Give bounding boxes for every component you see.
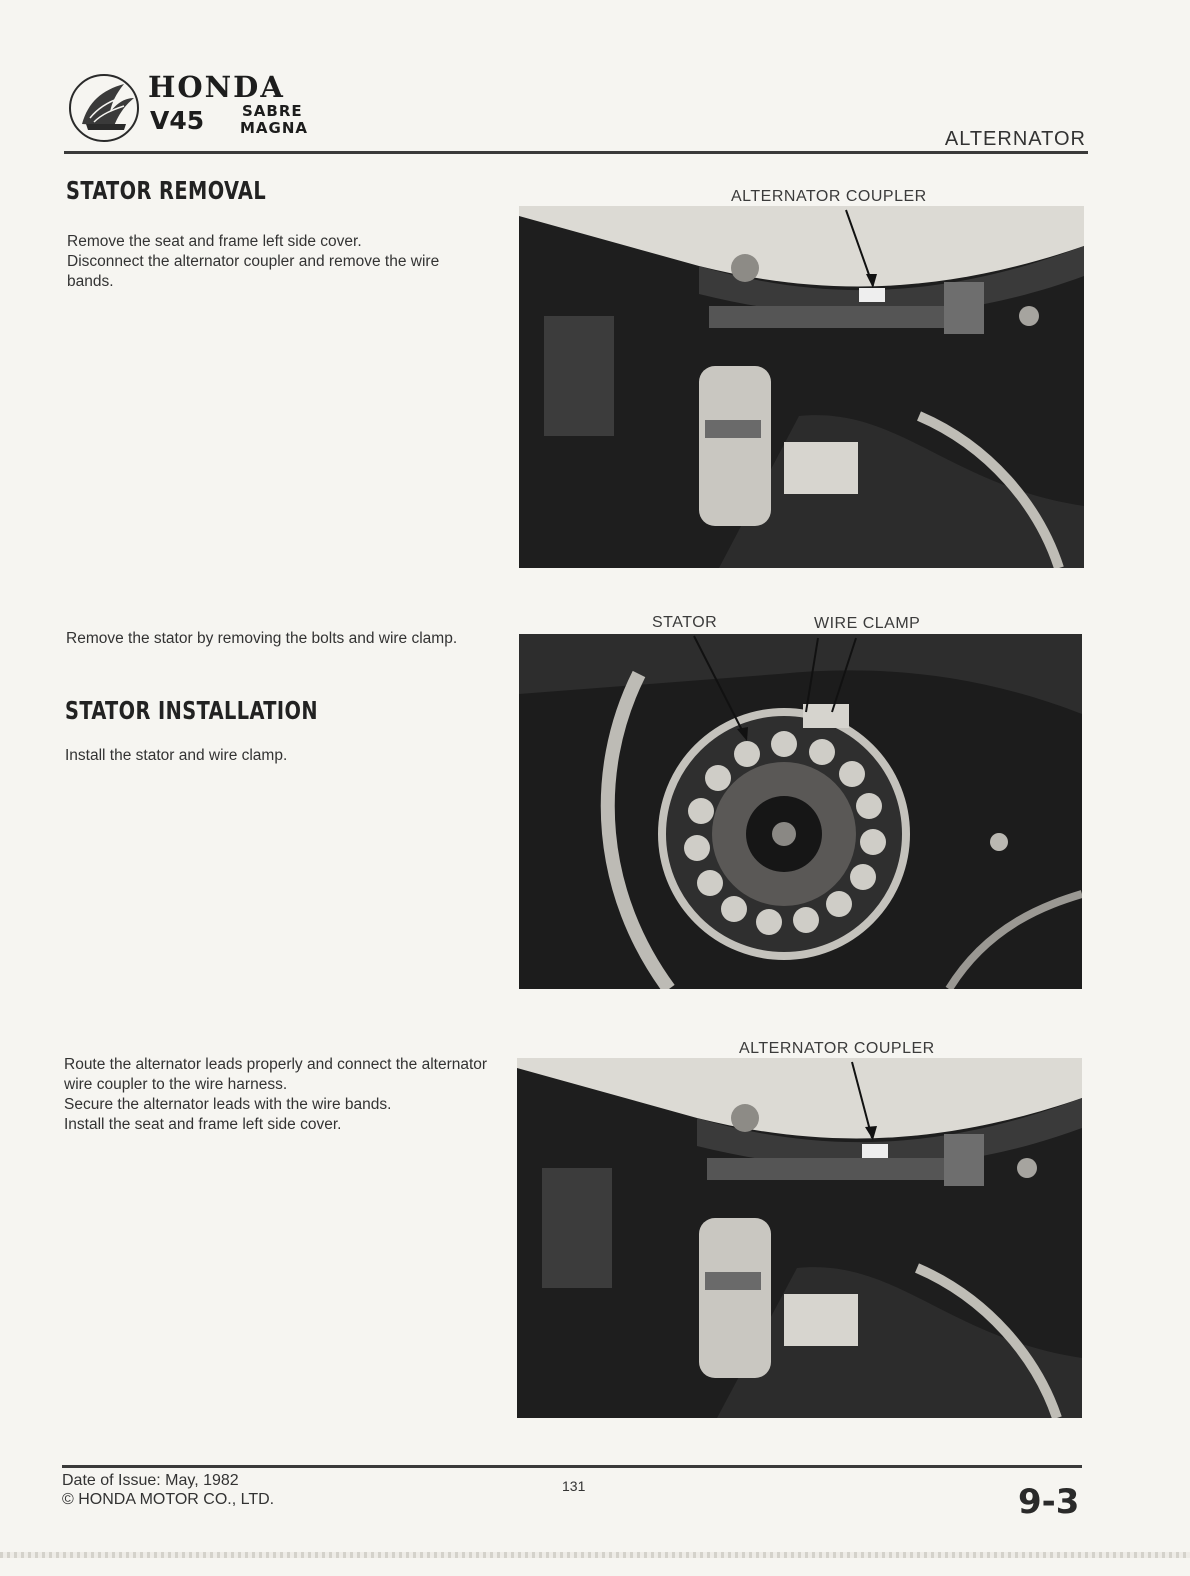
- removal-step-1-line: Remove the seat and frame left side cover.: [67, 233, 362, 250]
- motorcycle-frame-illustration: [519, 206, 1084, 568]
- variant-sabre: SABRE: [242, 102, 303, 120]
- leader-arrow: [846, 1060, 880, 1142]
- removal-step-1-line: Disconnect the alternator coupler and remove the wire bands.: [67, 253, 440, 290]
- removal-step-2: [66, 629, 486, 649]
- variant-magna: MAGNA: [240, 119, 309, 137]
- label-stator: STATOR: [652, 614, 718, 631]
- leader-arrow: [796, 636, 862, 720]
- installation-step-2-line: Install the seat and frame left side cover.: [64, 1116, 342, 1133]
- installation-step-2-line: Secure the alternator leads with the wire bands.: [64, 1096, 392, 1113]
- photo-alternator-coupler-installation: [517, 1058, 1082, 1418]
- honda-wing-emblem: [68, 72, 148, 144]
- section-number: 9-3: [1018, 1482, 1080, 1522]
- removal-step-2-line: Remove the stator by removing the bolts and wire clamp.: [66, 630, 458, 647]
- label-wire-clamp: WIRE CLAMP: [814, 615, 921, 632]
- installation-step-2-line: Route the alternator leads properly and connect the alternator wire coupler to the wire harness.: [64, 1056, 488, 1093]
- model-name: V45: [150, 106, 205, 135]
- issue-date: Date of Issue: May, 1982: [62, 1472, 239, 1489]
- heading-stator-installation: STATOR INSTALLATION: [65, 696, 318, 725]
- header-rule: [64, 151, 1088, 154]
- heading-stator-removal: STATOR REMOVAL: [66, 176, 267, 205]
- copyright: © HONDA MOTOR CO., LTD.: [62, 1491, 275, 1508]
- installation-step-2: [64, 1055, 488, 1135]
- leader-arrow: [690, 634, 754, 746]
- section-title: ALTERNATOR: [944, 128, 1086, 150]
- leader-arrow: [840, 208, 880, 290]
- motorcycle-frame-illustration: [517, 1058, 1082, 1418]
- photo-alternator-coupler-removal: [519, 206, 1084, 568]
- label-alternator-coupler: ALTERNATOR COUPLER: [731, 188, 927, 205]
- installation-step-1-line: Install the stator and wire clamp.: [65, 747, 288, 764]
- brand-name: HONDA: [148, 70, 285, 104]
- scan-edge: [0, 1552, 1190, 1558]
- page-number: 131: [562, 1478, 586, 1494]
- installation-step-1: [65, 746, 485, 766]
- label-alternator-coupler: ALTERNATOR COUPLER: [739, 1040, 935, 1057]
- removal-step-1: [67, 232, 487, 292]
- footer-rule: [62, 1465, 1082, 1468]
